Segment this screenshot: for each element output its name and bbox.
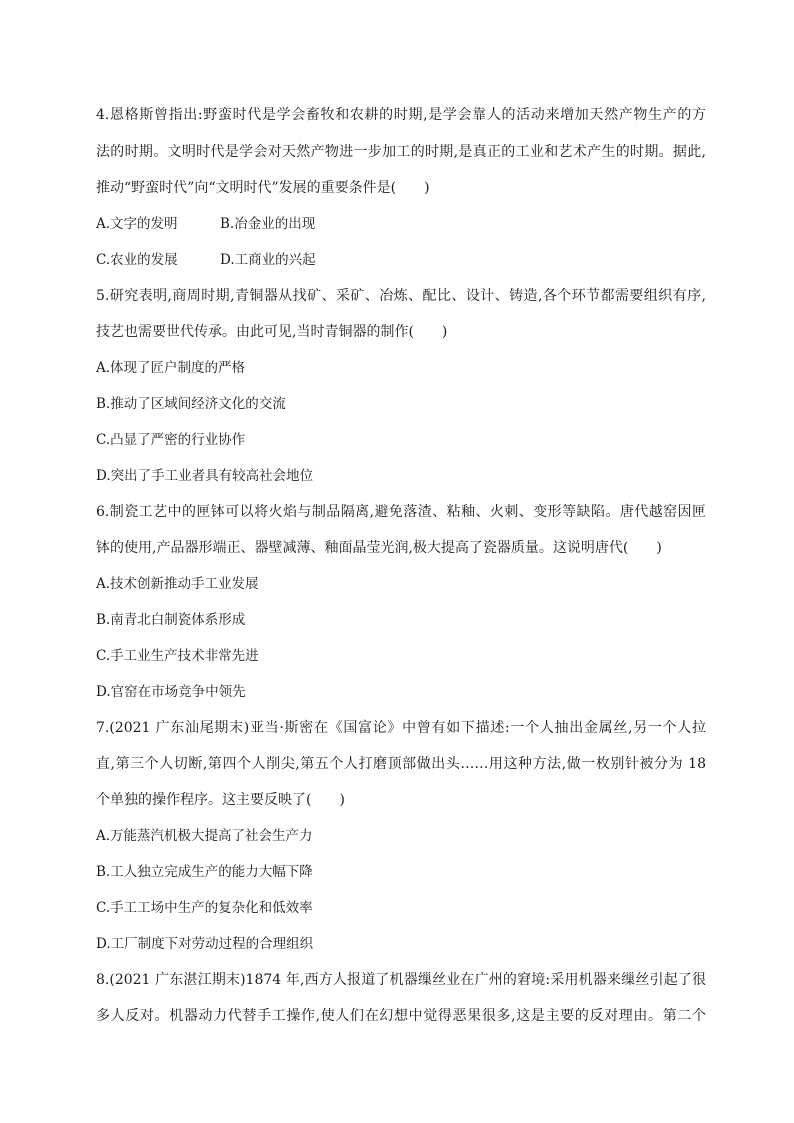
- q4-option-b: B.冶金业的出现: [220, 216, 316, 232]
- q7-option-b: B.工人独立完成生产的能力大幅下降: [96, 864, 313, 880]
- q4-options-row-1: [96, 214, 706, 234]
- q5-stem-line-1: 5.研究表明,商周时期,青铜器从找矿、采矿、冶炼、配比、设计、铸造,各个环节都需要组织有序,: [96, 288, 706, 304]
- q5-option-b: B.推动了区域间经济文化的交流: [96, 396, 286, 412]
- q6-option-b: B.南青北白制瓷体系形成: [96, 612, 246, 628]
- q8-stem-line-2: 多人反对。机器动力代替手工操作,使人们在幻想中觉得恶果很多,这是主要的反对理由。第二个: [96, 1008, 706, 1024]
- q6-option-a: A.技术创新推动手工业发展: [96, 576, 259, 592]
- q6-stem-line-2: 钵的使用,产品器形端正、器壁减薄、釉面晶莹光润,极大提高了瓷器质量。这说明唐代( ): [96, 540, 662, 556]
- q4-stem-line-3: 推动“野蛮时代”向“文明时代”发展的重要条件是( ): [96, 180, 430, 196]
- q4-stem-line-1: 4.恩格斯曾指出:野蛮时代是学会畜牧和农耕的时期,是学会靠人的活动来增加天然产物生产的方: [96, 107, 706, 123]
- q4-options-row-2: [96, 250, 706, 270]
- q4-option-d: D.工商业的兴起: [220, 252, 316, 268]
- q5-stem-line-2: 技艺也需要世代传承。由此可见,当时青铜器的制作( ): [96, 324, 448, 340]
- q5-option-a: A.体现了匠户制度的严格: [96, 360, 246, 376]
- q5-option-c: C.凸显了严密的行业协作: [96, 432, 246, 448]
- q6-option-c: C.手工业生产技术非常先进: [96, 648, 259, 664]
- q7-option-c: C.手工工场中生产的复杂化和低效率: [96, 900, 313, 916]
- q4-option-a: A.文字的发明: [96, 216, 178, 232]
- q6-option-d: D.官窑在市场竞争中领先: [96, 684, 246, 700]
- q7-stem-line-2: 直,第三个人切断,第四个人削尖,第五个人打磨顶部做出头……用这种方法,做一枚别针被分为 18: [96, 756, 706, 772]
- q7-option-a: A.万能蒸汽机极大提高了社会生产力: [96, 828, 313, 844]
- q4-option-c: C.农业的发展: [96, 252, 178, 268]
- q7-option-d: D.工厂制度下对劳动过程的合理组织: [96, 936, 314, 952]
- q5-option-d: D.突出了手工业者具有较高社会地位: [96, 468, 314, 484]
- q8-stem-line-1: 8.(2021 广东湛江期末)1874 年,西方人报道了机器缫丝业在广州的窘境:采用机器来缫丝引起了很: [96, 972, 706, 988]
- q4-stem-line-2: 法的时期。文明时代是学会对天然产物进一步加工的时期,是真正的工业和艺术产生的时期。据此,: [96, 144, 706, 160]
- q7-stem-line-1: 7.(2021 广东汕尾期末)亚当·斯密在《国富论》中曾有如下描述:一个人抽出金属丝,另一个人拉: [96, 720, 706, 736]
- q6-stem-line-1: 6.制瓷工艺中的匣钵可以将火焰与制品隔离,避免落渣、粘釉、火刺、变形等缺陷。唐代越窑因匣: [96, 504, 706, 520]
- q7-stem-line-3: 个单独的操作程序。这主要反映了( ): [96, 792, 345, 808]
